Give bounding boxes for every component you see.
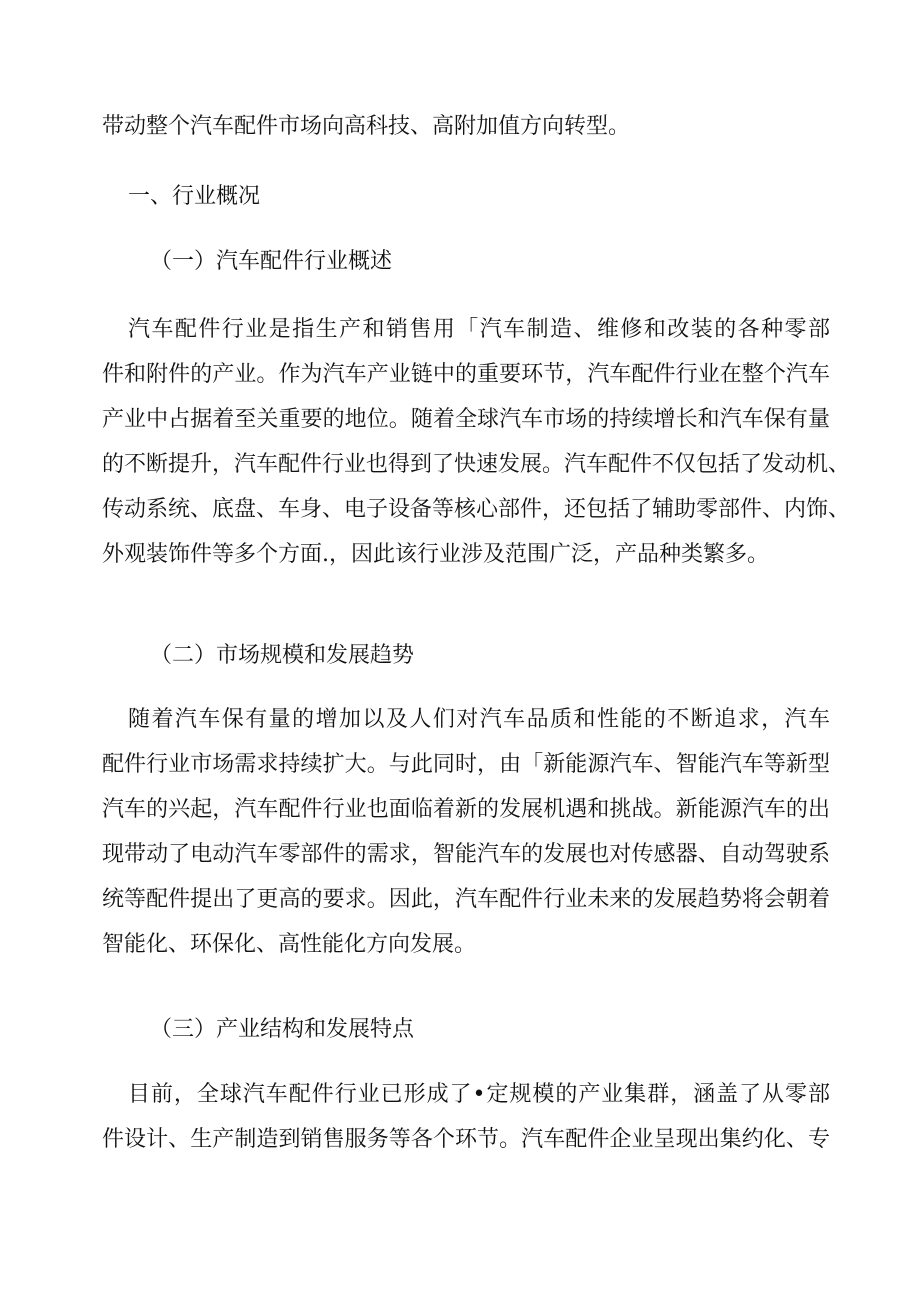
paragraph-line: 带动整个汽车配件市场向高科技、高附加值方向转型。 (102, 114, 631, 139)
subsection-heading: （三）产业结构和发展特点 (150, 1017, 415, 1042)
paragraph-line: 的不断提升，汽车配件行业也得到了快速发展。汽车配件不仅包括了发动机、 (102, 452, 851, 477)
paragraph-line: 件设计、生产制造到销售服务等各个环节。汽车配件企业呈现出集约化、专 (102, 1127, 830, 1152)
paragraph-line: 汽车配件行业是指生产和销售用「汽车制造、维修和改装的各种零部 (128, 317, 830, 342)
paragraph-line: 统等配件提出了更高的要求。因此，汽车配件行业未来的发展趋势将会朝着 (102, 887, 830, 912)
paragraph-line: 件和附件的产业。作为汽车产业链中的重要环节，汽车配件行业在整个汽车 (102, 362, 830, 387)
subsection-heading: （二）市场规模和发展趋势 (150, 643, 415, 668)
subsection-heading: （一）汽车配件行业概述 (150, 249, 393, 274)
paragraph-line: 传动系统、底盘、车身、电子设备等核心部件，还包括了辅助零部件、内饰、 (102, 497, 851, 522)
section-heading: 一、行业概况 (128, 184, 261, 209)
paragraph-line: 外观装饰件等多个方面.，因此该行业涉及范围广泛，产品种类繁多。 (102, 542, 769, 567)
paragraph-line: 配件行业市场需求持续扩大。与此同时，由「新能源汽车、智能汽车等新型 (102, 752, 830, 777)
paragraph-line: 产业中占据着至关重要的地位。随着全球汽车市场的持续增长和汽车保有量 (102, 407, 830, 432)
paragraph-line: 现带动了电动汽车零部件的需求，智能汽车的发展也对传感器、自动驾驶系 (102, 842, 830, 867)
paragraph-line: 目前，全球汽车配件行业已形成了•定规模的产业集群，涵盖了从零部 (128, 1082, 830, 1107)
paragraph-line: 智能化、环保化、高性能化方向发展。 (102, 932, 477, 957)
paragraph-line: 汽车的兴起，汽车配件行业也面临着新的发展机遇和挑战。新能源汽车的出 (102, 797, 830, 822)
paragraph-line: 随着汽车保有量的增加以及人们对汽车品质和性能的不断追求，汽车 (128, 707, 830, 732)
